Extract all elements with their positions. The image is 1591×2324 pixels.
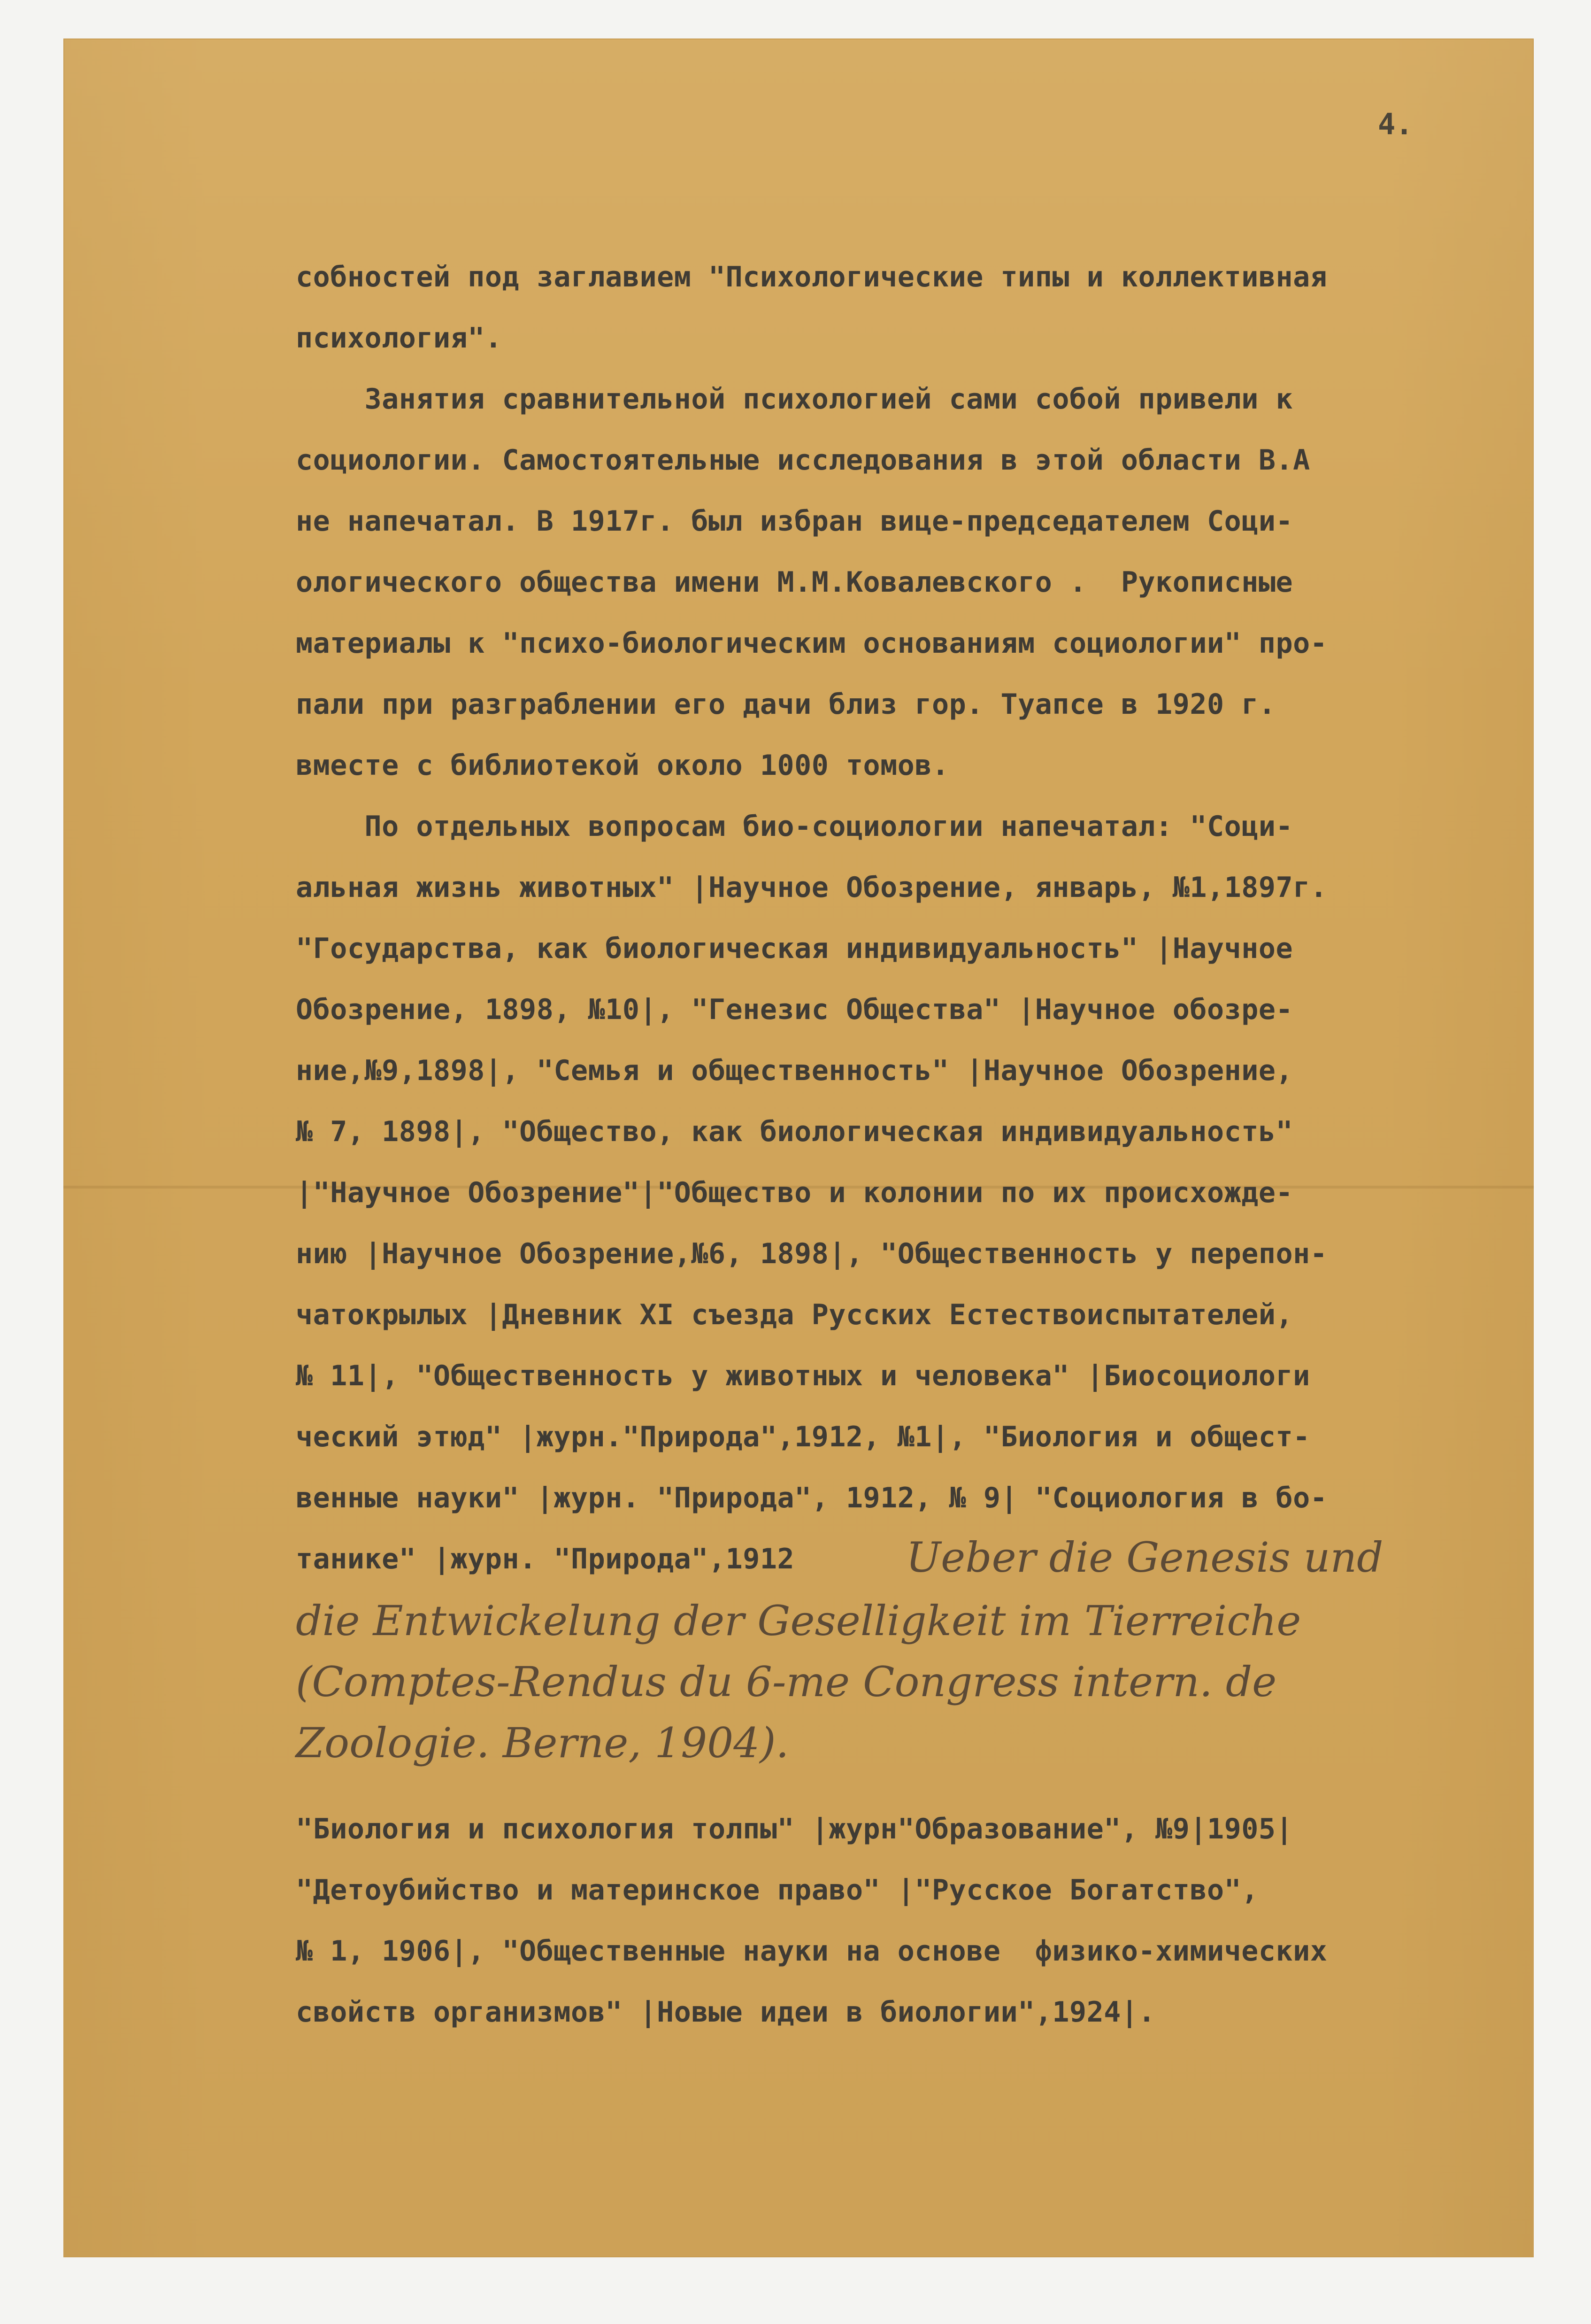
typed-line: венные науки" |журн. "Природа", 1912, № 9| "Социология в бо- — [296, 1482, 1328, 1514]
typed-line: пали при разграблении его дачи близ гор. Туапсе в 1920 г. — [296, 688, 1276, 721]
typed-line: собностей под заглавием "Психологические типы и коллективная — [296, 261, 1328, 293]
typed-line: Обозрение, 1898, №10|, "Генезис Общества" |Научное обозре- — [296, 993, 1293, 1026]
typed-line: "Детоубийство и материнское право" |"Русское Богатство", — [296, 1874, 1259, 1907]
handwritten-line: (Comptes-Rendus du 6-me Congress intern. de — [296, 1658, 1277, 1706]
handwritten-line: Zoologie. Berne, 1904). — [296, 1719, 789, 1767]
handwritten-line: Ueber die Genesis und — [906, 1533, 1383, 1582]
handwritten-line: die Entwickelung der Geselligkeit im Tierreiche — [296, 1597, 1301, 1645]
typed-line: психология". — [296, 322, 502, 355]
typed-line: нию |Научное Обозрение,№6, 1898|, "Общественность у перепон- — [296, 1237, 1328, 1270]
typed-line: альная жизнь животных" |Научное Обозрение, январь, №1,1897г. — [296, 871, 1328, 904]
typed-line: "Государства, как биологическая индивидуальность" |Научное — [296, 932, 1293, 965]
typed-line: танике" |журн. "Природа",1912 — [296, 1543, 795, 1575]
typed-line: |"Научное Обозрение"|"Общество и колонии по их происхожде- — [296, 1176, 1293, 1209]
page-number: 4. — [1378, 107, 1413, 141]
typed-line: материалы к "психо-биологическим основаниям социологии" про- — [296, 627, 1328, 660]
typed-line: № 1, 1906|, "Общественные науки на основе физико-химических — [296, 1935, 1328, 1968]
typed-line: ческий этюд" |журн."Природа",1912, №1|, "Биология и общест- — [296, 1421, 1310, 1453]
typed-line: социологии. Самостоятельные исследования в этой области В.А — [296, 444, 1310, 477]
typed-line: "Биология и психология толпы" |журн"Образование", №9|1905| — [296, 1813, 1293, 1845]
typed-line: свойств организмов" |Новые идеи в биологии",1924|. — [296, 1996, 1156, 2029]
typed-line: чатокрылых |Дневник XI съезда Русских Естествоиспытателей, — [296, 1298, 1293, 1331]
typed-line: не напечатал. В 1917г. был избран вице-председателем Соци- — [296, 505, 1293, 538]
typed-line: По отдельных вопросам био-социологии напечатал: "Соци- — [296, 810, 1293, 843]
typed-line: ние,№9,1898|, "Семья и общественность" |Научное Обозрение, — [296, 1054, 1293, 1087]
typed-line: вместе с библиотекой около 1000 томов. — [296, 749, 949, 782]
typed-line: Занятия сравнительной психологией сами собой привели к — [296, 383, 1293, 416]
typed-line: ологического общества имени М.М.Ковалевского . Рукописные — [296, 566, 1293, 599]
typed-line: № 7, 1898|, "Общество, как биологическая индивидуальность" — [296, 1115, 1293, 1148]
typed-line: № 11|, "Общественность у животных и человека" |Биосоциологи — [296, 1359, 1310, 1392]
